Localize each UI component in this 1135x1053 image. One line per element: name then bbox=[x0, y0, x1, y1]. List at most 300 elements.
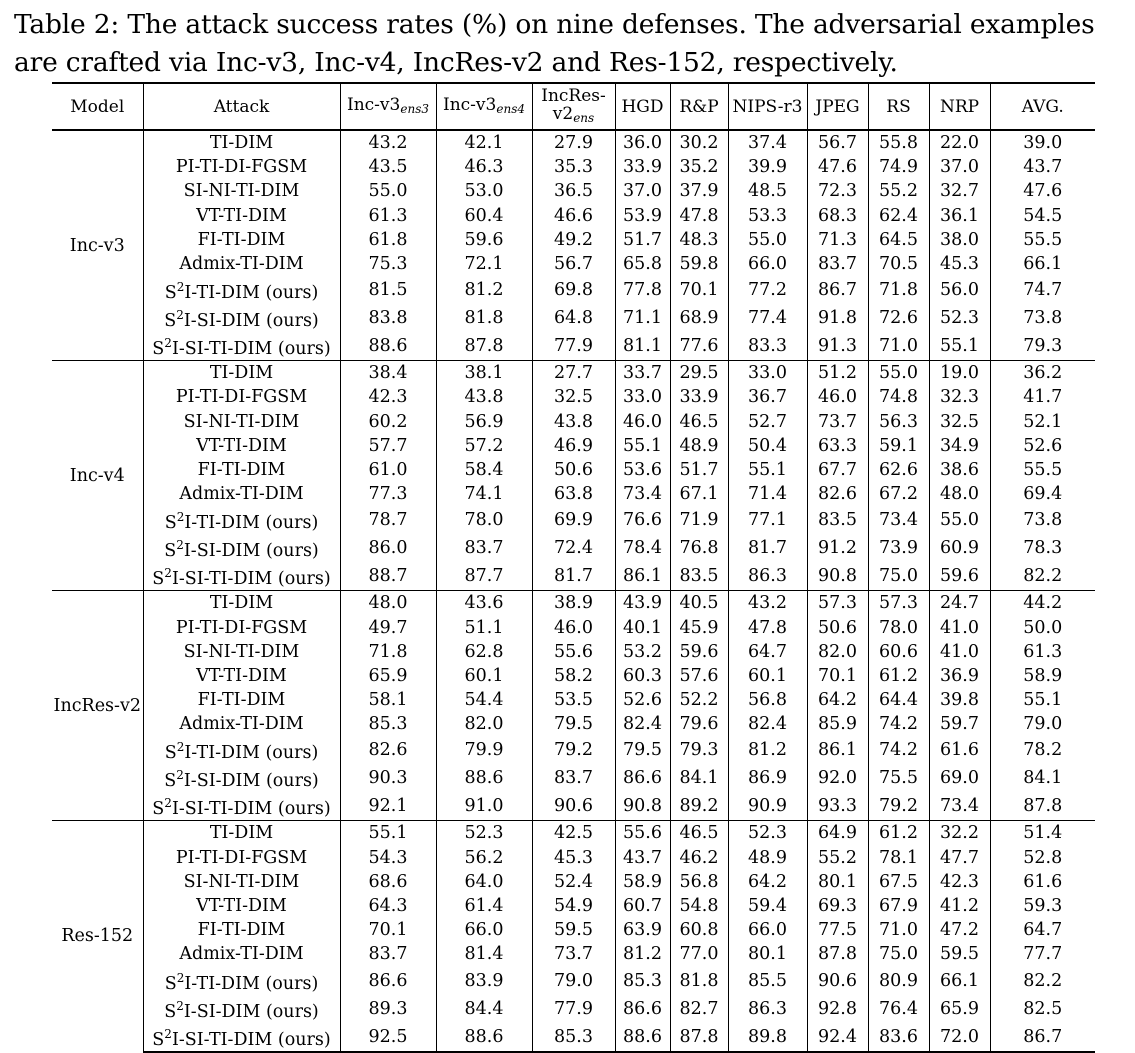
value-cell: 59.8 bbox=[670, 252, 728, 276]
value-cell: 42.3 bbox=[340, 385, 436, 409]
value-cell: 67.9 bbox=[868, 894, 929, 918]
value-cell: 65.8 bbox=[615, 252, 670, 276]
value-cell: 45.3 bbox=[929, 252, 990, 276]
table-row bbox=[52, 179, 1095, 203]
column-header-text: Model bbox=[70, 96, 125, 117]
value-cell: 56.2 bbox=[436, 846, 532, 870]
attack-superscript: 2 bbox=[164, 1026, 172, 1041]
value-cell: 88.6 bbox=[340, 332, 436, 361]
value-cell: 78.0 bbox=[868, 615, 929, 639]
value-cell: 49.7 bbox=[340, 615, 436, 639]
value-cell: 60.9 bbox=[929, 534, 990, 562]
value-cell: 52.3 bbox=[728, 821, 807, 846]
column-header-text: Inc-v3 bbox=[443, 94, 497, 115]
value-cell: 63.9 bbox=[615, 918, 670, 942]
value-cell: 73.4 bbox=[929, 792, 990, 821]
value-cell: 64.8 bbox=[532, 304, 615, 332]
column-header-text: AVG. bbox=[1021, 96, 1064, 117]
value-cell: 76.8 bbox=[670, 534, 728, 562]
column-header-text: NIPS-r3 bbox=[732, 96, 803, 117]
value-cell: 56.7 bbox=[807, 130, 868, 155]
value-cell: 64.7 bbox=[728, 640, 807, 664]
value-cell: 54.8 bbox=[670, 894, 728, 918]
value-cell: 60.3 bbox=[615, 664, 670, 688]
value-cell: 41.0 bbox=[929, 615, 990, 639]
value-cell: 35.2 bbox=[670, 155, 728, 179]
table-row bbox=[52, 615, 1095, 639]
attack-cell: $S^2I-TI$-DIM (ours) bbox=[143, 506, 340, 534]
value-cell: 43.7 bbox=[1023, 157, 1063, 178]
value-cell: 58.9 bbox=[1023, 665, 1063, 686]
value-cell: 56.8 bbox=[670, 870, 728, 894]
value-cell: 83.7 bbox=[807, 252, 868, 276]
value-cell: 79.3 bbox=[1023, 336, 1063, 357]
value-cell: 70.1 bbox=[340, 918, 436, 942]
value-cell: 55.2 bbox=[868, 179, 929, 203]
value-cell: 64.7 bbox=[1023, 920, 1063, 941]
table-row bbox=[52, 434, 1095, 458]
value-cell: 52.3 bbox=[436, 821, 532, 846]
value-cell: 68.3 bbox=[807, 204, 868, 228]
value-cell: 32.3 bbox=[929, 385, 990, 409]
value-cell: 81.8 bbox=[670, 967, 728, 995]
value-cell: 79.5 bbox=[532, 712, 615, 736]
value-cell: 84.1 bbox=[670, 764, 728, 792]
value-cell: 55.1 bbox=[1023, 690, 1063, 711]
value-cell: 74.7 bbox=[1023, 280, 1063, 301]
table-caption bbox=[14, 6, 1129, 82]
attack-cell: VT-TI-DIM bbox=[143, 204, 340, 228]
value-cell: 75.3 bbox=[340, 252, 436, 276]
value-cell: 61.6 bbox=[929, 736, 990, 764]
value-cell: 24.7 bbox=[929, 591, 990, 616]
value-cell: 64.3 bbox=[340, 894, 436, 918]
value-cell: 59.5 bbox=[532, 918, 615, 942]
attack-superscript: 2 bbox=[164, 796, 172, 811]
table-row bbox=[52, 410, 1095, 434]
value-cell: 88.7 bbox=[340, 562, 436, 591]
value-cell: 73.4 bbox=[868, 506, 929, 534]
value-cell: 57.3 bbox=[868, 591, 929, 616]
attack-cell: Admix-TI-DIM bbox=[143, 942, 340, 966]
value-cell: 51.2 bbox=[807, 361, 868, 386]
value-cell: 37.0 bbox=[929, 155, 990, 179]
value-cell: 67.5 bbox=[868, 870, 929, 894]
value-cell: 48.5 bbox=[728, 179, 807, 203]
value-cell: 60.6 bbox=[868, 640, 929, 664]
attack-cell: $S^2I-SI-TI$-DIM (ours) bbox=[143, 1023, 340, 1052]
value-cell: 22.0 bbox=[929, 130, 990, 155]
table-row bbox=[52, 361, 1095, 386]
value-cell: 74.2 bbox=[868, 736, 929, 764]
value-cell: 82.6 bbox=[340, 736, 436, 764]
value-cell: 67.1 bbox=[670, 482, 728, 506]
value-cell: 90.6 bbox=[532, 792, 615, 821]
table-row bbox=[52, 155, 1095, 179]
value-cell: 54.9 bbox=[532, 894, 615, 918]
value-cell: 73.4 bbox=[615, 482, 670, 506]
value-cell: 46.6 bbox=[532, 204, 615, 228]
table-row bbox=[52, 640, 1095, 664]
value-cell: 79.3 bbox=[670, 736, 728, 764]
value-cell: 85.3 bbox=[532, 1023, 615, 1052]
value-cell: 69.3 bbox=[807, 894, 868, 918]
value-cell: 51.7 bbox=[670, 458, 728, 482]
value-cell: 83.9 bbox=[436, 967, 532, 995]
value-cell: 38.9 bbox=[532, 591, 615, 616]
value-cell: 48.0 bbox=[929, 482, 990, 506]
value-cell: 70.1 bbox=[807, 664, 868, 688]
value-cell: 92.4 bbox=[807, 1023, 868, 1052]
value-cell: 40.5 bbox=[670, 591, 728, 616]
value-cell: 61.0 bbox=[340, 458, 436, 482]
value-cell: 65.9 bbox=[340, 664, 436, 688]
value-cell: 75.5 bbox=[868, 764, 929, 792]
value-cell: 36.9 bbox=[929, 664, 990, 688]
attack-cell: Admix-TI-DIM bbox=[143, 482, 340, 506]
results-table bbox=[52, 82, 1095, 1053]
table-row bbox=[52, 276, 1095, 304]
column-header-6 bbox=[615, 83, 670, 130]
value-cell: 42.1 bbox=[436, 130, 532, 155]
column-header-1 bbox=[52, 83, 143, 130]
value-cell: 63.3 bbox=[807, 434, 868, 458]
value-cell: 85.3 bbox=[340, 712, 436, 736]
value-cell: 64.2 bbox=[807, 688, 868, 712]
value-cell: 82.2 bbox=[1023, 566, 1063, 587]
value-cell: 53.3 bbox=[728, 204, 807, 228]
attack-cell: $S^2I-TI$-DIM (ours) bbox=[143, 967, 340, 995]
value-cell: 78.1 bbox=[868, 846, 929, 870]
value-cell: 42.3 bbox=[929, 870, 990, 894]
value-cell: 77.8 bbox=[615, 276, 670, 304]
value-cell: 82.6 bbox=[807, 482, 868, 506]
value-cell: 55.0 bbox=[868, 361, 929, 386]
attack-cell: SI-NI-TI-DIM bbox=[143, 870, 340, 894]
value-cell: 91.2 bbox=[807, 534, 868, 562]
value-cell: 47.2 bbox=[929, 918, 990, 942]
value-cell: 60.2 bbox=[340, 410, 436, 434]
value-cell: 62.4 bbox=[868, 204, 929, 228]
model-cell: Res-152 bbox=[52, 821, 143, 1052]
value-cell: 52.6 bbox=[1023, 435, 1063, 456]
value-cell: 79.5 bbox=[615, 736, 670, 764]
value-cell: 47.8 bbox=[728, 615, 807, 639]
value-cell: 62.8 bbox=[436, 640, 532, 664]
table-row bbox=[52, 894, 1095, 918]
value-cell: 77.6 bbox=[670, 332, 728, 361]
model-cell: IncRes-v2 bbox=[52, 591, 143, 821]
value-cell: 73.7 bbox=[807, 410, 868, 434]
value-cell: 47.8 bbox=[670, 204, 728, 228]
attack-superscript: 2 bbox=[164, 336, 172, 351]
value-cell: 55.6 bbox=[615, 821, 670, 846]
value-cell: 19.0 bbox=[929, 361, 990, 386]
value-cell: 79.2 bbox=[868, 792, 929, 821]
column-header-text: Inc-v3 bbox=[347, 94, 401, 115]
value-cell: 84.1 bbox=[1023, 768, 1063, 789]
value-cell: 63.8 bbox=[532, 482, 615, 506]
attack-cell: FI-TI-DIM bbox=[143, 918, 340, 942]
value-cell: 55.1 bbox=[728, 458, 807, 482]
value-cell: 88.6 bbox=[436, 764, 532, 792]
value-cell: 92.1 bbox=[340, 792, 436, 821]
value-cell: 72.1 bbox=[436, 252, 532, 276]
table-row bbox=[52, 252, 1095, 276]
value-cell: 56.3 bbox=[868, 410, 929, 434]
value-cell: 60.7 bbox=[615, 894, 670, 918]
value-cell: 55.0 bbox=[929, 506, 990, 534]
attack-cell: PI-TI-DI-FGSM bbox=[143, 615, 340, 639]
value-cell: 64.5 bbox=[868, 228, 929, 252]
value-cell: 48.0 bbox=[340, 591, 436, 616]
value-cell: 90.3 bbox=[340, 764, 436, 792]
table-row bbox=[52, 967, 1095, 995]
attack-cell: TI-DIM bbox=[143, 130, 340, 155]
attack-cell: VT-TI-DIM bbox=[143, 664, 340, 688]
model-cell: Inc-v3 bbox=[52, 130, 143, 361]
attack-cell: $S^2I-SI-TI$-DIM (ours) bbox=[143, 562, 340, 591]
value-cell: 80.1 bbox=[728, 942, 807, 966]
table-row bbox=[52, 1023, 1095, 1052]
value-cell: 64.4 bbox=[868, 688, 929, 712]
value-cell: 52.3 bbox=[929, 304, 990, 332]
attack-cell: FI-TI-DIM bbox=[143, 688, 340, 712]
column-header-subscript: ens bbox=[573, 110, 595, 125]
value-cell: 27.7 bbox=[532, 361, 615, 386]
attack-cell: $S^2I-SI$-DIM (ours) bbox=[143, 534, 340, 562]
value-cell: 82.0 bbox=[807, 640, 868, 664]
column-header-4 bbox=[436, 83, 532, 130]
value-cell: 38.0 bbox=[929, 228, 990, 252]
value-cell: 56.9 bbox=[436, 410, 532, 434]
value-cell: 51.7 bbox=[615, 228, 670, 252]
value-cell: 77.9 bbox=[532, 995, 615, 1023]
value-cell: 36.5 bbox=[532, 179, 615, 203]
value-cell: 91.3 bbox=[807, 332, 868, 361]
caption-line-2: are crafted via Inc-v3, Inc-v4, IncRes-v2 and Res-152, respectively. bbox=[14, 47, 898, 78]
value-cell: 47.7 bbox=[929, 846, 990, 870]
value-cell: 60.1 bbox=[436, 664, 532, 688]
column-header-5 bbox=[532, 83, 615, 130]
value-cell: 75.0 bbox=[868, 942, 929, 966]
value-cell: 55.6 bbox=[532, 640, 615, 664]
value-cell: 59.7 bbox=[929, 712, 990, 736]
value-cell: 86.9 bbox=[728, 764, 807, 792]
value-cell: 58.9 bbox=[615, 870, 670, 894]
value-cell: 69.9 bbox=[532, 506, 615, 534]
value-cell: 43.2 bbox=[728, 591, 807, 616]
value-cell: 54.4 bbox=[436, 688, 532, 712]
value-cell: 46.2 bbox=[670, 846, 728, 870]
table-row bbox=[52, 688, 1095, 712]
value-cell: 54.5 bbox=[1023, 205, 1063, 226]
attack-cell: TI-DIM bbox=[143, 361, 340, 386]
table-row bbox=[52, 385, 1095, 409]
value-cell: 42.5 bbox=[532, 821, 615, 846]
column-header-12 bbox=[990, 83, 1095, 130]
value-cell: 52.7 bbox=[728, 410, 807, 434]
value-cell: 32.2 bbox=[929, 821, 990, 846]
attack-cell: TI-DIM bbox=[143, 821, 340, 846]
value-cell: 92.5 bbox=[340, 1023, 436, 1052]
value-cell: 60.1 bbox=[728, 664, 807, 688]
value-cell: 86.6 bbox=[340, 967, 436, 995]
value-cell: 77.0 bbox=[670, 942, 728, 966]
value-cell: 59.6 bbox=[436, 228, 532, 252]
table-row bbox=[52, 942, 1095, 966]
value-cell: 80.1 bbox=[807, 870, 868, 894]
value-cell: 54.3 bbox=[340, 846, 436, 870]
value-cell: 52.2 bbox=[670, 688, 728, 712]
value-cell: 32.5 bbox=[532, 385, 615, 409]
value-cell: 57.3 bbox=[807, 591, 868, 616]
attack-superscript: 2 bbox=[176, 510, 185, 525]
value-cell: 88.6 bbox=[615, 1023, 670, 1052]
value-cell: 74.8 bbox=[868, 385, 929, 409]
value-cell: 58.4 bbox=[436, 458, 532, 482]
attack-cell: VT-TI-DIM bbox=[143, 894, 340, 918]
value-cell: 59.3 bbox=[1023, 896, 1063, 917]
value-cell: 64.2 bbox=[728, 870, 807, 894]
value-cell: 55.1 bbox=[615, 434, 670, 458]
value-cell: 73.9 bbox=[868, 534, 929, 562]
value-cell: 87.8 bbox=[670, 1023, 728, 1052]
value-cell: 70.1 bbox=[670, 276, 728, 304]
value-cell: 43.6 bbox=[436, 591, 532, 616]
value-cell: 65.9 bbox=[929, 995, 990, 1023]
value-cell: 88.6 bbox=[436, 1023, 532, 1052]
column-header-9 bbox=[807, 83, 868, 130]
attack-cell: $S^2I-TI$-DIM (ours) bbox=[143, 276, 340, 304]
table-row bbox=[52, 534, 1095, 562]
value-cell: 36.2 bbox=[990, 361, 1095, 386]
value-cell: 58.2 bbox=[532, 664, 615, 688]
value-cell: 72.6 bbox=[868, 304, 929, 332]
attack-cell: Admix-TI-DIM bbox=[143, 712, 340, 736]
value-cell: 87.7 bbox=[436, 562, 532, 591]
value-cell: 87.8 bbox=[807, 942, 868, 966]
value-cell: 59.4 bbox=[728, 894, 807, 918]
value-cell: 81.2 bbox=[615, 942, 670, 966]
value-cell: 43.2 bbox=[340, 130, 436, 155]
value-cell: 74.2 bbox=[868, 712, 929, 736]
column-header-text: Attack bbox=[213, 96, 270, 117]
value-cell: 43.7 bbox=[615, 846, 670, 870]
value-cell: 39.8 bbox=[929, 688, 990, 712]
value-cell: 45.9 bbox=[670, 615, 728, 639]
table-row bbox=[52, 664, 1095, 688]
column-header-3 bbox=[340, 83, 436, 130]
value-cell: 90.8 bbox=[807, 562, 868, 591]
attack-cell: SI-NI-TI-DIM bbox=[143, 640, 340, 664]
attack-cell: FI-TI-DIM bbox=[143, 228, 340, 252]
value-cell: 36.0 bbox=[615, 130, 670, 155]
value-cell: 83.7 bbox=[532, 764, 615, 792]
value-cell: 56.7 bbox=[532, 252, 615, 276]
value-cell: 44.2 bbox=[990, 591, 1095, 616]
value-cell: 61.3 bbox=[340, 204, 436, 228]
column-header-10 bbox=[868, 83, 929, 130]
column-header-text: JPEG bbox=[815, 96, 860, 117]
value-cell: 59.5 bbox=[929, 942, 990, 966]
value-cell: 92.0 bbox=[807, 764, 868, 792]
value-cell: 82.7 bbox=[670, 995, 728, 1023]
column-header-text: v2 bbox=[552, 103, 574, 124]
value-cell: 83.8 bbox=[340, 304, 436, 332]
value-cell: 53.2 bbox=[615, 640, 670, 664]
value-cell: 55.5 bbox=[1023, 229, 1063, 250]
table-row bbox=[52, 332, 1095, 361]
value-cell: 27.9 bbox=[532, 130, 615, 155]
column-header-text: IncRes- bbox=[541, 85, 606, 106]
attack-cell: VT-TI-DIM bbox=[143, 434, 340, 458]
value-cell: 71.0 bbox=[868, 918, 929, 942]
table-row bbox=[52, 870, 1095, 894]
value-cell: 67.7 bbox=[807, 458, 868, 482]
value-cell: 82.4 bbox=[728, 712, 807, 736]
value-cell: 79.2 bbox=[532, 736, 615, 764]
value-cell: 90.9 bbox=[728, 792, 807, 821]
value-cell: 46.5 bbox=[670, 410, 728, 434]
table-row bbox=[52, 304, 1095, 332]
value-cell: 77.9 bbox=[532, 332, 615, 361]
value-cell: 86.7 bbox=[807, 276, 868, 304]
value-cell: 81.1 bbox=[615, 332, 670, 361]
column-header-text: NRP bbox=[939, 96, 980, 117]
value-cell: 39.0 bbox=[1023, 133, 1063, 154]
value-cell: 30.2 bbox=[670, 130, 728, 155]
value-cell: 83.5 bbox=[670, 562, 728, 591]
value-cell: 86.1 bbox=[807, 736, 868, 764]
value-cell: 33.0 bbox=[615, 385, 670, 409]
value-cell: 73.8 bbox=[1023, 308, 1063, 329]
attack-cell: PI-TI-DI-FGSM bbox=[143, 155, 340, 179]
value-cell: 78.4 bbox=[615, 534, 670, 562]
value-cell: 57.2 bbox=[436, 434, 532, 458]
column-header-7 bbox=[670, 83, 728, 130]
value-cell: 43.5 bbox=[340, 155, 436, 179]
value-cell: 53.5 bbox=[532, 688, 615, 712]
attack-superscript: 2 bbox=[164, 566, 172, 581]
value-cell: 29.5 bbox=[670, 361, 728, 386]
column-header-subscript: ens3 bbox=[400, 101, 429, 116]
value-cell: 76.6 bbox=[615, 506, 670, 534]
attack-superscript: 2 bbox=[176, 970, 185, 985]
value-cell: 81.2 bbox=[728, 736, 807, 764]
value-cell: 64.0 bbox=[436, 870, 532, 894]
value-cell: 48.9 bbox=[670, 434, 728, 458]
value-cell: 68.6 bbox=[340, 870, 436, 894]
value-cell: 86.7 bbox=[990, 1023, 1095, 1052]
value-cell: 85.9 bbox=[807, 712, 868, 736]
value-cell: 83.6 bbox=[868, 1023, 929, 1052]
value-cell: 78.0 bbox=[436, 506, 532, 534]
value-cell: 71.1 bbox=[615, 304, 670, 332]
value-cell: 55.0 bbox=[340, 179, 436, 203]
value-cell: 66.1 bbox=[1023, 254, 1063, 275]
attack-cell: SI-NI-TI-DIM bbox=[143, 410, 340, 434]
value-cell: 81.5 bbox=[340, 276, 436, 304]
value-cell: 53.9 bbox=[615, 204, 670, 228]
value-cell: 76.4 bbox=[868, 995, 929, 1023]
value-cell: 77.7 bbox=[1023, 944, 1063, 965]
caption-line-1: Table 2: The attack success rates (%) on nine defenses. The adversarial examples bbox=[14, 9, 1095, 40]
value-cell: 51.4 bbox=[990, 821, 1095, 846]
table-body bbox=[52, 130, 1095, 1052]
value-cell: 89.2 bbox=[670, 792, 728, 821]
value-cell: 38.6 bbox=[929, 458, 990, 482]
